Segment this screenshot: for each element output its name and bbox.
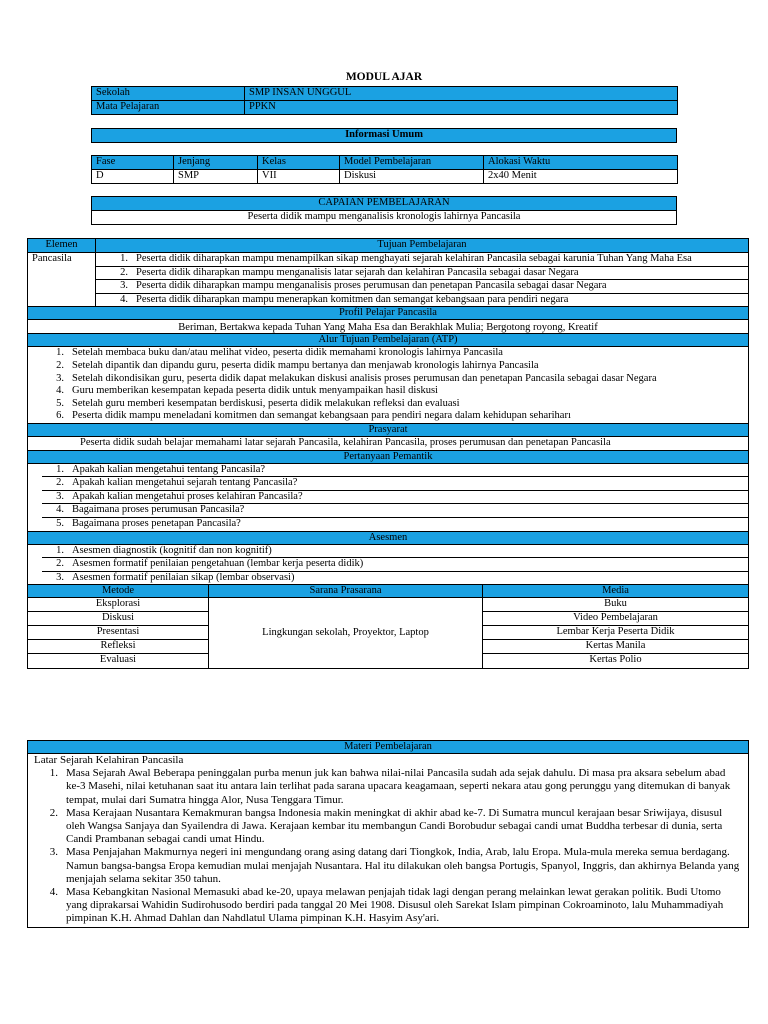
metode-body <box>28 598 748 668</box>
atp-header: Alur Tujuan Pembelajaran (ATP) <box>28 334 748 347</box>
info-header <box>91 128 677 143</box>
identity-label: Mata Pelajaran <box>92 101 245 115</box>
atp-item: 1. Setelah membaca buku dan/atau melihat video, peserta didik memahami kronologis lahirnya Pancasila <box>56 347 503 359</box>
info-col: Alokasi Waktu <box>484 156 678 170</box>
tujuan-body <box>28 253 748 307</box>
media-item: Kertas Manila <box>483 640 748 654</box>
info-col: Model Pembelajaran <box>340 156 484 170</box>
info-value: SMP <box>174 170 258 184</box>
media-header: Media <box>483 585 748 597</box>
pemantik-item: 4. Bagaimana proses perumusan Pancasila? <box>42 504 748 518</box>
profil-text: Beriman, Bertakwa kepada Tuhan Yang Maha Esa dan Berakhlak Mulia; Bergotong royong, Kreatif <box>28 320 748 334</box>
atp-item: 4. Guru memberikan kesempatan kepada peserta didik untuk menyampaikan hasil diskusi <box>56 385 438 397</box>
elemen-value: Pancasila <box>28 253 96 306</box>
prasyarat-text: Peserta didik sudah belajar memahami latar sejarah Pancasila, kelahiran Pancasila, proses perumusan dan penetapan Pancasila <box>28 437 748 451</box>
metode-item: Refleksi <box>28 640 208 654</box>
metode-header-row <box>28 585 748 598</box>
capaian-text: Peserta didik mampu menganalisis kronologis lahirnya Pancasila <box>92 211 677 225</box>
materi-item: 3. Masa Penjajahan Makmurnya negeri ini mengundang orang asing datang dari Tiongkok, India, Arab, lalu Eropa. Mula-mula mereka semua berdagang. Namun bangsa-bangsa Eropa kemudian mulai menjajah Nusantara. Hal itu dilakukan oleh bangsa Portugis, Spanyol, Inggris, dan akhirnya Belanda yang menjajah selama sekitar 350 tahun. <box>49 846 740 885</box>
identity-label: Sekolah <box>92 87 245 101</box>
info-value: D <box>92 170 174 184</box>
atp-item: 3. Setelah dikondisikan guru, peserta didik dapat melakukan diskusi analisis proses perumusan dan penetapan Pancasila sebagai dasar Negara <box>56 372 657 384</box>
identity-table <box>91 86 678 115</box>
capaian-table <box>91 196 677 225</box>
asesmen-header: Asesmen <box>28 532 748 545</box>
metode-item: Presentasi <box>28 626 208 640</box>
atp-list <box>28 347 748 424</box>
atp-item: 5. Setelah guru memberi kesempatan berdiskusi, peserta didik melakukan refleksi dan evaluasi <box>56 397 460 409</box>
info-col: Fase <box>92 156 174 170</box>
pemantik-item: 1. Apakah kalian mengetahui tentang Pancasila? <box>42 464 748 478</box>
pemantik-item: 2. Apakah kalian mengetahui sejarah tentang Pancasila? <box>42 477 748 491</box>
materi-item: 1. Masa Sejarah Awal Beberapa peninggalan purba menun juk kan bahwa nilai-nilai Pancasila sudah ada sejak dahulu. Di masa pra aksara sebelum abad ke-3 Masehi, nilai ketuhanan saat itu antara lain terlihat pada sarana upacara keagamaan, seperti nekara atau gong perunggu yang ditemukan di banyak tempat, mulai dari Sumatra hingga Alor, Nusa Tenggara Timur. <box>49 767 731 806</box>
info-value-row <box>92 170 678 184</box>
media-item: Lembar Kerja Peserta Didik <box>483 626 748 640</box>
pemantik-item: 5. Bagaimana proses penetapan Pancasila? <box>56 517 241 529</box>
metode-item: Diskusi <box>28 612 208 626</box>
tujuan-item: 1. Peserta didik diharapkan mampu menampilkan sikap menghayati sejarah kelahiran Pancasila sebagai karunia Tuhan Yang Maha Esa <box>96 253 748 267</box>
asesmen-item: 1. Asesmen diagnostik (kognitif dan non kognitif) <box>42 545 748 559</box>
identity-value: SMP INSAN UNGGUL <box>245 87 678 101</box>
tujuan-header-row <box>28 239 748 253</box>
materi-block <box>27 740 749 928</box>
page-title: MODUL AJAR <box>345 71 423 83</box>
identity-row-subject <box>92 101 678 115</box>
info-col: Kelas <box>258 156 340 170</box>
info-value: Diskusi <box>340 170 484 184</box>
atp-item: 6. Peserta didik mampu meneladani komitmen dan semangat kebangsaan para pendiri negara dalam kehidupan sehariharı <box>56 410 571 422</box>
info-value: 2x40 Menit <box>484 170 678 184</box>
info-header-label: Informasi Umum <box>345 129 423 140</box>
tujuan-item: 3. Peserta didik diharapkan mampu menganalisis proses perumusan dan penetapan Pancasila sebagai dasar Negara <box>96 280 748 294</box>
materi-item: 4. Masa Kebangkitan Nasional Memasuki abad ke-20, upaya melawan penjajah tidak lagi dengan perang melainkan lewat gerakan politik. Budi Utomo yang diprakarsai Wahidin Sudirohusodo berdiri pada tanggal 20 Mei 1908. Disusul oleh Sarekat Islam pimpinan Cokroaminoto, lalu Muhammadiyah pimpinan K.H. Ahmad Dahlan dan Nahdlatul Ulama pimpinan K.H. Hasyim Asy'ari. <box>49 885 724 925</box>
identity-row-school <box>92 87 678 101</box>
identity-value: PPKN <box>245 101 678 115</box>
pemantik-list <box>28 464 748 532</box>
info-table <box>91 155 678 184</box>
metode-header: Metode <box>28 585 209 597</box>
media-item: Video Pembelajaran <box>483 612 748 626</box>
pemantik-item: 3. Apakah kalian mengetahui proses kelahiran Pancasila? <box>42 491 748 505</box>
materi-subtitle: Latar Sejarah Kelahiran Pancasila <box>34 754 184 766</box>
profil-header: Profil Pelajar Pancasila <box>28 307 748 320</box>
tujuan-header: Tujuan Pembelajaran <box>96 239 748 252</box>
atp-item: 2. Setelah dipantik dan dipandu guru, peserta didik mampu bertanya dan menjawab kronologis lahirnya Pancasila <box>56 359 539 371</box>
asesmen-list <box>28 545 748 586</box>
elemen-header: Elemen <box>28 239 96 252</box>
materi-body <box>28 754 748 927</box>
prasyarat-header: Prasyarat <box>28 424 748 437</box>
main-block <box>27 238 749 669</box>
info-value: VII <box>258 170 340 184</box>
pemantik-header: Pertanyaan Pemantik <box>28 451 748 464</box>
tujuan-item: 4. Peserta didik diharapkan mampu menerapkan komitmen dan semangat kebangsaan para pendiri negara <box>120 293 569 305</box>
info-col: Jenjang <box>174 156 258 170</box>
materi-item: 2. Masa Kerajaan Nusantara Kemakmuran bangsa Indonesia makin meningkat di akhir abad ke-7. Di Sumatra muncul kerajaan besar Sriwijaya, disusul oleh Wangsa Sanjaya dan Syailendra di Jawa. Kerajaan kembar itu membangun Candi Borobudur sebagai candi umat Buddha terbesar di dunia, serta Candi Prambanan sebagai candi umat Hindu. <box>49 806 723 846</box>
sarana-header: Sarana Prasarana <box>209 585 483 597</box>
asesmen-item: 3. Asesmen formatif penilaian sikap (lembar observasi) <box>56 571 295 583</box>
materi-header: Materi Pembelajaran <box>28 741 748 754</box>
asesmen-item: 2. Asesmen formatif penilaian pengetahuan (lembar kerja peserta didik) <box>42 558 748 572</box>
metode-item: Eksplorasi <box>28 598 208 612</box>
metode-item: Evaluasi <box>99 654 137 666</box>
media-item: Buku <box>483 598 748 612</box>
info-header-row <box>92 156 678 170</box>
sarana-value: Lingkungan sekolah, Proyektor, Laptop <box>209 598 483 668</box>
capaian-header: CAPAIAN PEMBELAJARAN <box>92 197 677 211</box>
tujuan-item: 2. Peserta didik diharapkan mampu menganalisis latar sejarah dan kelahiran Pancasila sebagai dasar Negara <box>96 267 748 281</box>
media-item: Kertas Polio <box>589 654 642 666</box>
